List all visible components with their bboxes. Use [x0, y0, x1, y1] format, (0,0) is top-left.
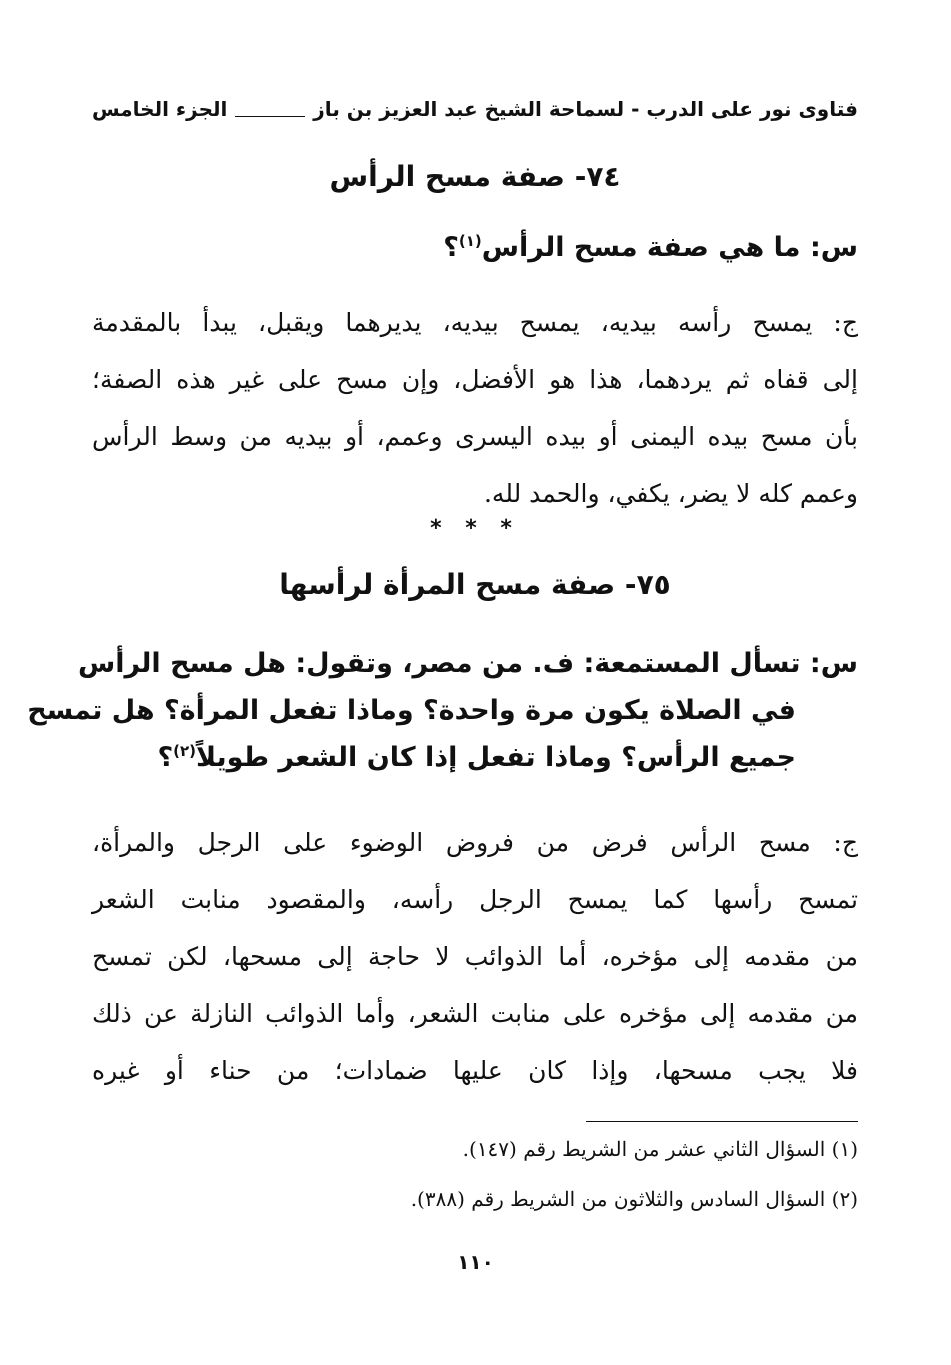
answer-74 [92, 294, 858, 522]
footnote-ref-2: (٢) [173, 742, 196, 760]
answer-line: تمسح رأسها كما يمسح الرجل رأسه، والمقصود منابت الشعر [92, 885, 858, 914]
answer-line: إلى قفاه ثم يردهما، هذا هو الأفضل، وإن مسح على غير هذه الصفة؛ [92, 365, 858, 394]
section-separator: * * * [430, 516, 520, 541]
question-mark: ؟ [443, 232, 459, 263]
question-line: في الصلاة يكون مرة واحدة؟ وماذا تفعل المرأة؟ هل تمسح [27, 695, 796, 726]
volume-label: الجزء الخامس [92, 97, 228, 121]
question-prefix: س: [809, 232, 858, 263]
footnote-2: (٢) السؤال السادس والثلاثون من الشريط رقم (٣٨٨). [410, 1187, 858, 1211]
question-mark: ؟ [157, 742, 174, 773]
question-text: ما هي صفة مسح الرأس [481, 232, 801, 263]
question-line-text: جميع الرأس؟ وماذا تفعل إذا كان الشعر طويلاً [196, 742, 796, 773]
header-rule [235, 102, 305, 117]
answer-line: بأن مسح بيده اليمنى أو بيده اليسرى وعمم، أو بيديه من وسط الرأس [92, 422, 858, 451]
answer-line: وعمم كله لا يضر، يكفي، والحمد لله. [483, 479, 858, 508]
question-74 [92, 232, 858, 263]
section-title-75: ٧٥- صفة مسح المرأة لرأسها [279, 568, 671, 601]
section-title-74: ٧٤- صفة مسح الرأس [329, 160, 621, 193]
footnote-rule [586, 1121, 858, 1122]
running-header [92, 92, 858, 126]
question-75 [27, 640, 858, 781]
page-number: ١١٠ [457, 1250, 494, 1274]
footnote-1: (١) السؤال الثاني عشر من الشريط رقم (١٤٧). [462, 1137, 858, 1161]
answer-line: ج: مسح الرأس فرض من فروض الوضوء على الرجل والمرأة، [92, 828, 858, 857]
book-title: فتاوى نور على الدرب - لسماحة الشيخ عبد العزيز بن باز [313, 97, 858, 121]
answer-75 [92, 814, 858, 1099]
question-line: س: تسأل المستمعة: ف. من مصر، وتقول: هل مسح الرأس [77, 648, 858, 679]
answer-line: فلا يجب مسحها، وإذا كان عليها ضمادات؛ من حناء أو غيره [92, 1056, 858, 1085]
answer-line: من مقدمه إلى مؤخره، أما الذوائب لا حاجة إلى مسحها، لكن تمسح [92, 942, 858, 971]
question-line [92, 734, 858, 781]
answer-line: من مقدمه إلى مؤخره على منابت الشعر، وأما الذوائب النازلة عن ذلك [92, 999, 858, 1028]
footnote-ref-1: (١) [458, 232, 482, 250]
answer-line: ج: يمسح رأسه بيديه، يمسح بيديه، يديرهما ويقبل، يبدأ بالمقدمة [92, 308, 858, 337]
